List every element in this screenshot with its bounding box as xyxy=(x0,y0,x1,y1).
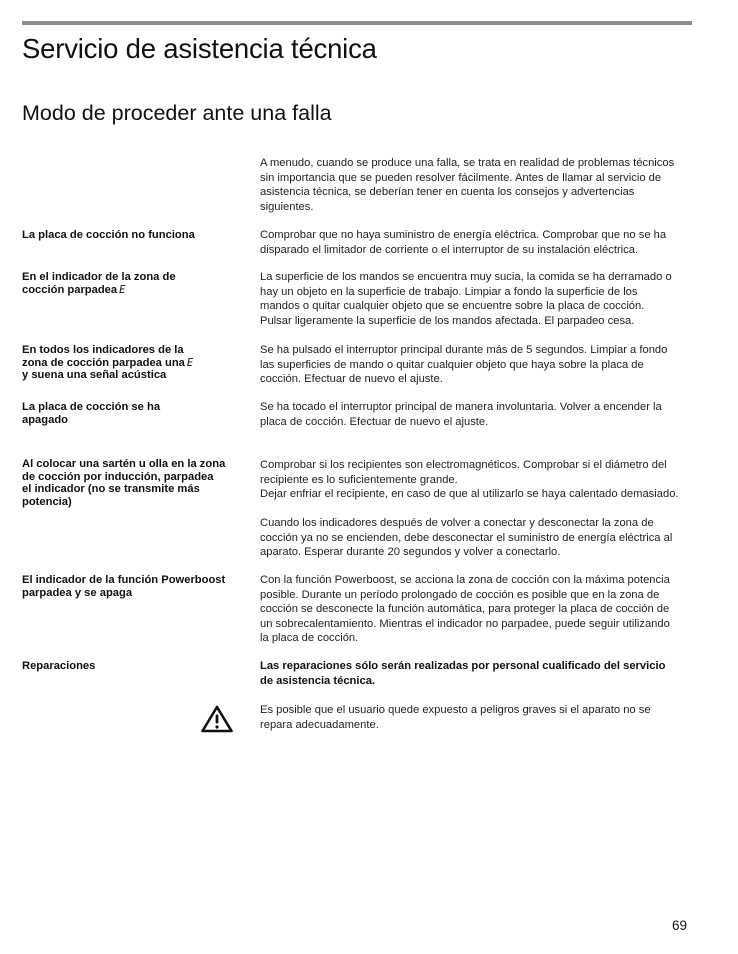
repairs-warning xyxy=(260,703,700,732)
text-line: sin importancia que se pueden resolver fácilmente. Antes de llamar al servicio de xyxy=(260,171,662,184)
fault-label-switched-off xyxy=(22,401,238,426)
text-line: repara adecuadamente. xyxy=(260,718,379,731)
fault-remedy-all-blink xyxy=(260,343,700,387)
fault-label-induction-pan xyxy=(22,458,238,508)
text-line: cocción. Efectuar de nuevo el ajuste. xyxy=(260,373,443,386)
repairs-label xyxy=(22,660,238,673)
text-line: las superficies de mando o quitar cualquier objeto que haya sobre la placa de xyxy=(260,358,644,371)
fault-remedy-switched-off xyxy=(260,400,700,429)
text-line: placa de cocción. Efectuar de nuevo el ajuste. xyxy=(260,415,489,428)
page-number: 69 xyxy=(672,918,688,933)
text-line: siguientes. xyxy=(260,200,314,213)
text-line: de asistencia técnica. xyxy=(260,674,376,687)
fault-remedy-no-works xyxy=(260,228,700,257)
label-line: parpadea y se apaga xyxy=(22,586,133,599)
repairs-notice xyxy=(260,659,700,688)
blink-glyph: E xyxy=(186,356,194,369)
fault-label-zone-blinks xyxy=(22,271,238,296)
text-line: la placa de cocción. xyxy=(260,632,359,645)
fault-remedy-induction-pan xyxy=(260,458,700,502)
label-text: zona de cocción parpadea una xyxy=(22,356,185,369)
label-line: La placa de cocción no funciona xyxy=(22,229,195,241)
label-line: potencia) xyxy=(22,495,72,508)
text-line: Las reparaciones sólo serán realizadas por personal cualificado del servicio xyxy=(260,660,666,672)
text-line: Se ha pulsado el interruptor principal durante más de 5 segundos. Limpiar a fondo xyxy=(260,344,668,356)
text-line: Pulsar ligeramente la superficie de los mandos afectada. El parpadeo cesa. xyxy=(260,314,635,327)
text-line: Es posible que el usuario quede expuesto a peligros graves si el aparato no se xyxy=(260,704,651,716)
blink-glyph: E xyxy=(119,283,126,296)
text-line: Dejar enfriar el recipiente, en caso de que al utilizarlo se haya calentado demasiado. xyxy=(260,488,679,501)
label-line: El indicador de la función Powerboost xyxy=(22,574,226,586)
page-title: Servicio de asistencia técnica xyxy=(22,33,377,64)
label-text: cocción parpadea xyxy=(22,283,118,296)
text-line: disparado el limitador de corriente o el interruptor de su instalación eléctrica. xyxy=(260,243,639,256)
text-line: Comprobar si los recipientes son electromagnéticos. Comprobar si el diámetro del xyxy=(260,459,667,471)
label-line xyxy=(22,357,238,370)
text-line: recipiente es lo suficientemente grande. xyxy=(260,473,458,486)
label-line: apagado xyxy=(22,413,69,426)
text-line: hay un objeto en la superficie de trabajo. Limpiar a fondo la superficie de los xyxy=(260,285,638,298)
text-line: Se ha tocado el interruptor principal de manera involuntaria. Volver a encender la xyxy=(260,401,662,413)
text-line: Con la función Powerboost, se acciona la zona de cocción con la máxima potencia xyxy=(260,574,670,586)
text-line: posible. Durante un período prolongado de cocción es posible que en la zona de xyxy=(260,588,660,601)
label-line: En el indicador de la zona de xyxy=(22,271,176,283)
label-line: de cocción por inducción, parpadea xyxy=(22,470,214,483)
text-line: cocción se desconecte la función automática, para proteger la placa de cocción de xyxy=(260,603,670,616)
intro-paragraph xyxy=(260,156,700,214)
label-line: el indicador (no se transmite más xyxy=(22,483,200,495)
text-line: Comprobar que no haya suministro de energía eléctrica. Comprobar que no se ha xyxy=(260,229,667,241)
text-line: cocción ya no se encienden, debe desconectar el suministro de energía eléctrica al xyxy=(260,531,673,544)
label-line: En todos los indicadores de la xyxy=(22,344,184,356)
fault-remedy-powerboost xyxy=(260,573,700,646)
fault-label-all-blink xyxy=(22,344,238,382)
label-line: La placa de cocción se ha xyxy=(22,401,161,413)
fault-remedy-induction-pan-extra xyxy=(260,516,700,560)
top-rule xyxy=(22,21,692,25)
label-line: y suena una señal acústica xyxy=(22,369,167,381)
fault-remedy-zone-blinks xyxy=(260,270,700,328)
label-line: Reparaciones xyxy=(22,660,96,672)
section-title: Modo de proceder ante una falla xyxy=(22,101,332,125)
text-line: un sobrecalentamiento. Mientras el indicador no parpadee, puede seguir utilizando xyxy=(260,617,670,630)
text-line: mandos o quitar cualquier objeto que se encuentre sobre la placa de cocción. xyxy=(260,300,645,313)
text-line: La superficie de los mandos se encuentra muy sucia, la comida se ha derramado o xyxy=(260,271,672,283)
text-line: Cuando los indicadores después de volver a conectar y desconectar la zona de xyxy=(260,517,654,529)
warning-triangle-icon xyxy=(201,705,233,733)
text-line: asistencia técnica, se deberían tener en cuenta los consejos y advertencias xyxy=(260,186,635,199)
fault-label-no-works xyxy=(22,229,238,242)
label-line xyxy=(22,284,238,297)
text-line: A menudo, cuando se produce una falla, se trata en realidad de problemas técnicos xyxy=(260,157,675,169)
fault-label-powerboost xyxy=(22,574,238,599)
text-line: aparato. Esperar durante 20 segundos y volver a conectarlo. xyxy=(260,546,561,559)
label-line: Al colocar una sartén u olla en la zona xyxy=(22,458,226,470)
